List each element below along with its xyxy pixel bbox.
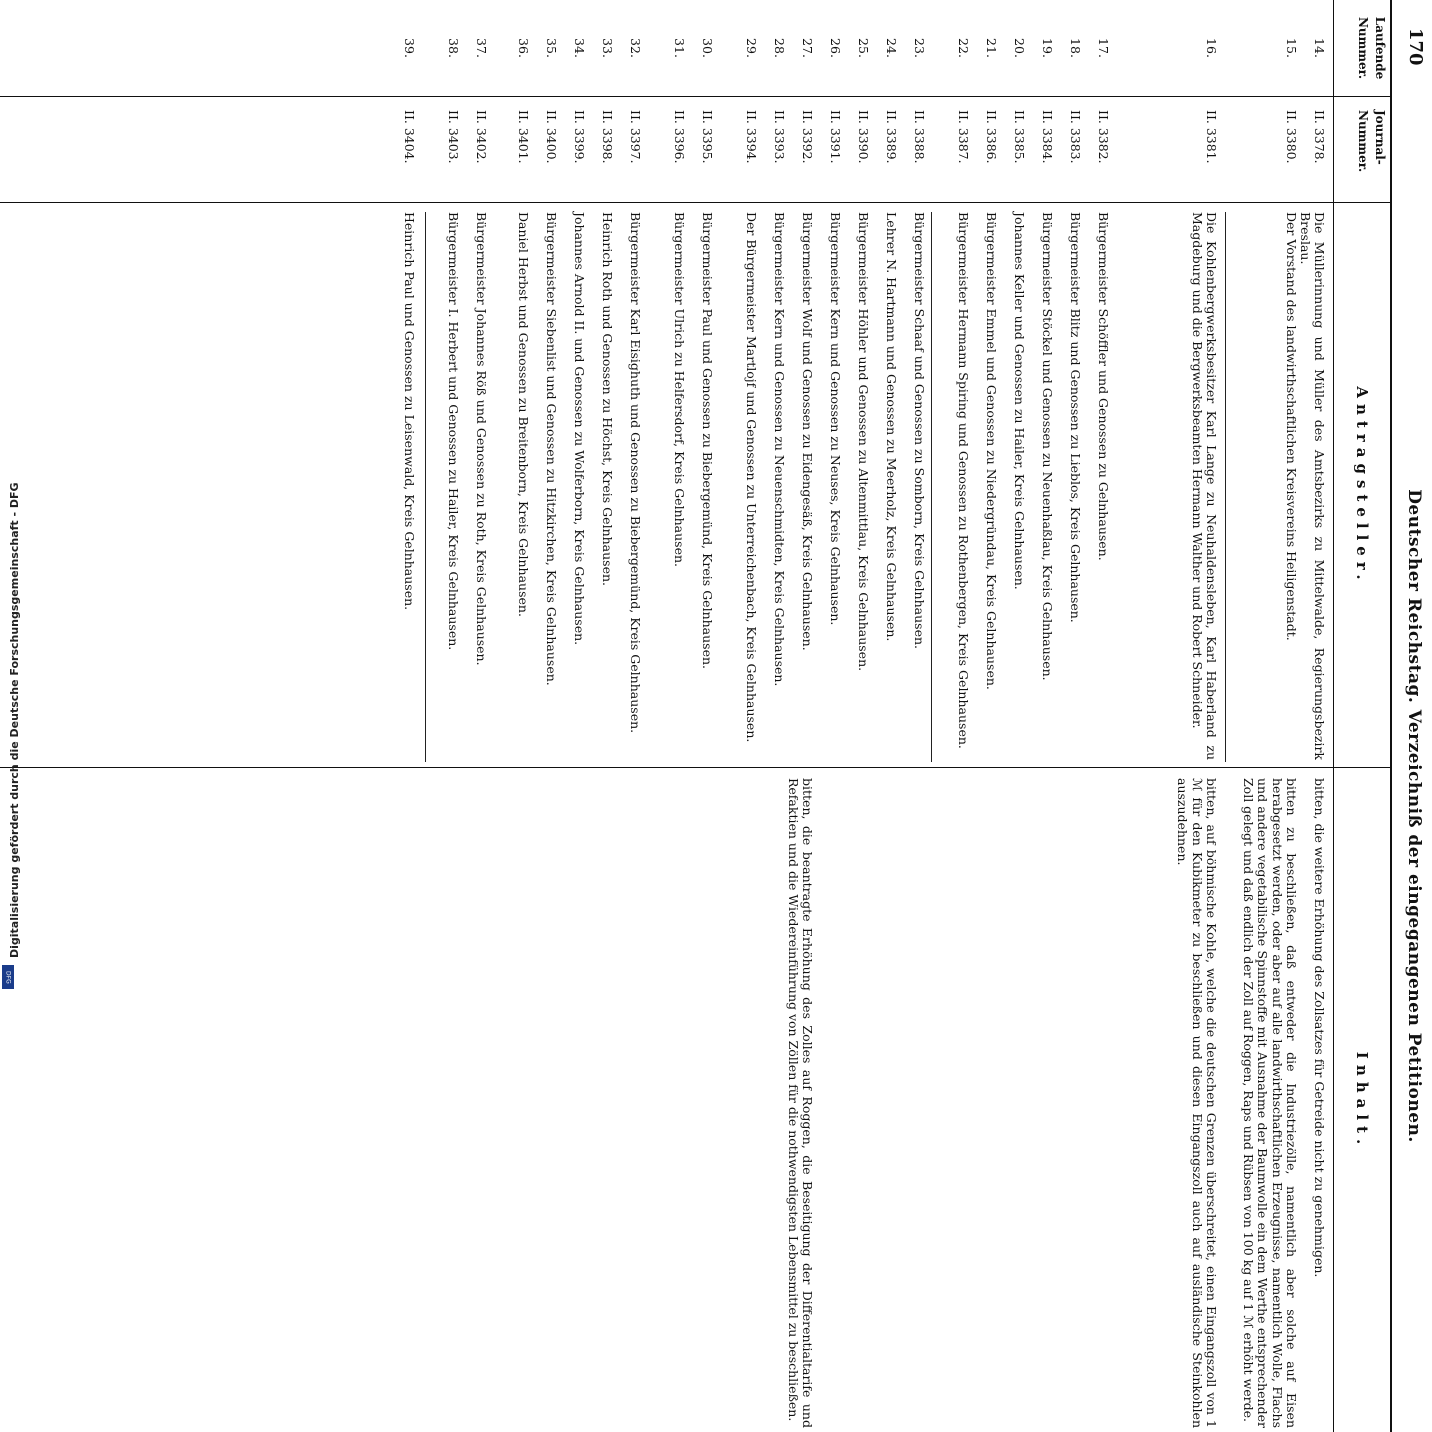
column-header-inhalt: Inhalt. <box>1353 1051 1371 1151</box>
antragsteller-text: Bürgermeister Kern und Genossen zu Neuenschmidten, Kreis Gelnhausen. <box>772 212 787 687</box>
inhalt-text: bitten, die weitere Erhöhung des Zollsatzes für Getreide nicht zu genehmigen. <box>1312 778 1327 1278</box>
table-row <box>1026 0 1054 1432</box>
dfg-logo: DFG <box>2 965 14 989</box>
journal-nummer: II. 3389. <box>884 110 899 164</box>
laufende-nummer: 32. <box>628 38 643 58</box>
antragsteller-text: Heinrich Roth und Genossen zu Höchst, Kreis Gelnhausen. <box>600 212 615 587</box>
table-row <box>558 0 586 1432</box>
laufende-nummer: 18. <box>1068 38 1083 58</box>
journal-nummer: II. 3398. <box>600 110 615 164</box>
antragsteller-text: Bürgermeister Emmel und Genossen zu Niedergründau, Kreis Gelnhausen. <box>984 212 999 690</box>
laufende-nummer: 24. <box>884 38 899 58</box>
antragsteller-text: Bürgermeister Wolf und Genossen zu Eidengesäß, Kreis Gelnhausen. <box>800 212 815 651</box>
table-row <box>642 0 686 1432</box>
antragsteller-text: Der Bürgermeister Martlojf und Genossen zu Unterreichenbach, Kreis Gelnhausen. <box>744 212 759 743</box>
inhalt-text: bitten zu beschließen, daß entweder die Industriezölle, namentlich aber solche auf Eisen herabgesetzt werden, oder aber auf alle landwirthschaftlichen Erzeugnisse, namentlich Wolle, Flachs und andere vegetabilische Spinnstoffe mit Ausnahme der Baumwolle ein dem Werthe entsprechender Zoll gelegt und daß endlich der Zoll auf Roggen, Raps und Rübsen von 100 kg auf 1 ℳ erhöht werde. <box>1240 778 1299 1428</box>
column-header-rule <box>1333 0 1334 1432</box>
antragsteller-text: Der Vorstand des landwirthschaftlichen Kreisvereins Heiligenstadt. <box>1284 212 1299 641</box>
antragsteller-text: Daniel Herbst und Genossen zu Breitenborn, Kreis Gelnhausen. <box>516 212 531 617</box>
antragsteller-text: Bürgermeister Schaaf und Genossen zu Somborn, Kreis Gelnhausen. <box>912 212 927 649</box>
table-row <box>714 0 758 1432</box>
journal-nummer: II. 3382. <box>1096 110 1111 164</box>
laufende-nummer: 22. <box>956 38 971 58</box>
antragsteller-text: Lehrer N. Hartmann und Genossen zu Meerholz, Kreis Gelnhausen. <box>884 212 899 642</box>
journal-nummer: II. 3393. <box>772 110 787 164</box>
journal-nummer: II. 3394. <box>744 110 759 164</box>
group-separator <box>931 212 932 762</box>
table-row <box>1082 0 1110 1432</box>
laufende-nummer: 15. <box>1284 38 1299 58</box>
journal-nummer: II. 3390. <box>856 110 871 164</box>
digitization-credit: Digitalisierung gefördert durch die Deutsche Forschungsgemeinschaft - DFG <box>8 482 21 958</box>
table-row <box>814 0 842 1432</box>
journal-nummer: II. 3396. <box>672 110 687 164</box>
column-header-antragsteller: Antragsteller. <box>1353 386 1371 586</box>
laufende-nummer: 36. <box>516 38 531 58</box>
journal-nummer: II. 3402. <box>474 110 489 164</box>
table-row <box>1110 0 1218 1432</box>
table-row <box>372 0 416 1432</box>
journal-nummer: II. 3381. <box>1204 110 1219 164</box>
page-number: 170 <box>1405 28 1426 66</box>
antragsteller-text: Heinrich Paul und Genossen zu Leisenwald, Kreis Gelnhausen. <box>402 212 417 611</box>
journal-nummer: II. 3384. <box>1040 110 1055 164</box>
header-rule <box>1390 0 1392 1432</box>
table-row <box>1298 0 1326 1432</box>
laufende-nummer: 31. <box>672 38 687 58</box>
page-title: Deutscher Reichstag. Verzeichniß der eingegangenen Petitionen. <box>1404 489 1424 1143</box>
journal-nummer: II. 3399. <box>572 110 587 164</box>
table-row <box>758 0 786 1432</box>
table-row <box>586 0 614 1432</box>
laufende-nummer: 29. <box>744 38 759 58</box>
antragsteller-text: Bürgermeister Siebenlist und Genossen zu Hitzkirchen, Kreis Gelnhausen. <box>544 212 559 686</box>
journal-nummer: II. 3391. <box>828 110 843 164</box>
journal-nummer: II. 3392. <box>800 110 815 164</box>
inhalt-text: bitten, auf böhmische Kohle, welche die deutschen Grenzen überschreitet, einen Eingangszoll von 1 ℳ für den Kubikmeter zu beschließen und diesen Eingangszoll auch auf ausländische Steinkohlen auszudehnen. <box>1175 778 1219 1428</box>
antragsteller-text: Bürgermeister Blitz und Genossen zu Lieblos, Kreis Gelnhausen. <box>1068 212 1083 623</box>
laufende-nummer: 17. <box>1096 38 1111 58</box>
antragsteller-text: Die Müllerinnung und Müller des Amtsbezirks zu Mittelwalde, Regierungsbezirk Breslau. <box>1297 212 1327 760</box>
table-row <box>686 0 714 1432</box>
journal-nummer: II. 3404. <box>402 110 417 164</box>
laufende-nummer: 26. <box>828 38 843 58</box>
antragsteller-text: Bürgermeister Ulrich zu Helfersdorf, Kreis Gelnhausen. <box>672 212 687 568</box>
inhalt-text: bitten, die beantragte Erhöhung des Zolles auf Roggen, die Beseitigung der Differentialtarife und Refaktien und die Wiedereinführung von Zöllen für die nothwendigsten Lebensmittel zu beschließen. <box>785 778 815 1428</box>
laufende-nummer: 27. <box>800 38 815 58</box>
antragsteller-text: Johannes Keller und Genossen zu Hailer, Kreis Gelnhausen. <box>1012 212 1027 590</box>
table-row <box>614 0 642 1432</box>
table-row <box>926 0 970 1432</box>
table-row <box>488 0 530 1432</box>
laufende-nummer: 19. <box>1040 38 1055 58</box>
group-separator <box>1225 212 1226 762</box>
laufende-nummer: 25. <box>856 38 871 58</box>
table-row <box>970 0 998 1432</box>
table-row <box>998 0 1026 1432</box>
journal-nummer: II. 3400. <box>544 110 559 164</box>
journal-nummer: II. 3385. <box>1012 110 1027 164</box>
table-row <box>1218 0 1298 1432</box>
laufende-nummer: 30. <box>700 38 715 58</box>
journal-nummer: II. 3386. <box>984 110 999 164</box>
table-row <box>870 0 898 1432</box>
antragsteller-text: Bürgermeister Hermann Spiring und Genossen zu Rothenbergen, Kreis Gelnhausen. <box>956 212 971 749</box>
journal-nummer: II. 3397. <box>628 110 643 164</box>
laufende-nummer: 37. <box>474 38 489 58</box>
antragsteller-text: Johannes Arnold II. und Genossen zu Wolferborn, Kreis Gelnhausen. <box>572 212 587 646</box>
laufende-nummer: 28. <box>772 38 787 58</box>
journal-nummer: II. 3378. <box>1312 110 1327 164</box>
laufende-nummer: 33. <box>600 38 615 58</box>
journal-nummer: II. 3401. <box>516 110 531 164</box>
journal-nummer: II. 3383. <box>1068 110 1083 164</box>
table-row <box>530 0 558 1432</box>
laufende-nummer: 14. <box>1312 38 1327 58</box>
laufende-nummer: 38. <box>446 38 461 58</box>
column-header-journal: Journal-Nummer. <box>1356 110 1387 173</box>
antragsteller-text: Bürgermeister I. Herbert und Genossen zu Hailer, Kreis Gelnhausen. <box>446 212 461 651</box>
journal-nummer: II. 3388. <box>912 110 927 164</box>
laufende-nummer: 21. <box>984 38 999 58</box>
laufende-nummer: 35. <box>544 38 559 58</box>
journal-nummer: II. 3380. <box>1284 110 1299 164</box>
antragsteller-text: Die Kohlenbergwerksbesitzer Karl Lange zu Neuhaldensleben, Karl Haberland zu Magdeburg und die Bergwerksbeamten Hermann Walther und Robert Schneider. <box>1189 212 1219 760</box>
antragsteller-text: Bürgermeister Kern und Genossen zu Neuses, Kreis Gelnhausen. <box>828 212 843 626</box>
antragsteller-text: Bürgermeister Paul und Genossen zu Biebergemünd, Kreis Gelnhausen. <box>700 212 715 670</box>
laufende-nummer: 39. <box>402 38 417 58</box>
laufende-nummer: 20. <box>1012 38 1027 58</box>
table-row <box>842 0 870 1432</box>
antragsteller-text: Bürgermeister Höhler und Genossen zu Altenmittlau, Kreis Gelnhausen. <box>856 212 871 672</box>
journal-nummer: II. 3395. <box>700 110 715 164</box>
table-row <box>786 0 814 1432</box>
laufende-nummer: 23. <box>912 38 927 58</box>
antragsteller-text: Bürgermeister Stöckel und Genossen zu Neuenhaßlau, Kreis Gelnhausen. <box>1040 212 1055 681</box>
antragsteller-text: Bürgermeister Schöffler und Genossen zu Gelnhausen. <box>1096 212 1111 561</box>
antragsteller-text: Bürgermeister Karl Eisighuth und Genossen zu Biebergemünd, Kreis Gelnhausen. <box>628 212 643 734</box>
table-row <box>898 0 926 1432</box>
antragsteller-text: Bürgermeister Johannes Röß und Genossen zu Roth, Kreis Gelnhausen. <box>474 212 489 666</box>
laufende-nummer: 34. <box>572 38 587 58</box>
table-row <box>460 0 488 1432</box>
journal-nummer: II. 3403. <box>446 110 461 164</box>
column-header-laufende: Laufende Nummer. <box>1356 16 1387 80</box>
journal-nummer: II. 3387. <box>956 110 971 164</box>
group-separator <box>425 212 426 762</box>
table-row <box>1054 0 1082 1432</box>
laufende-nummer: 16. <box>1204 38 1219 58</box>
table-row <box>416 0 460 1432</box>
